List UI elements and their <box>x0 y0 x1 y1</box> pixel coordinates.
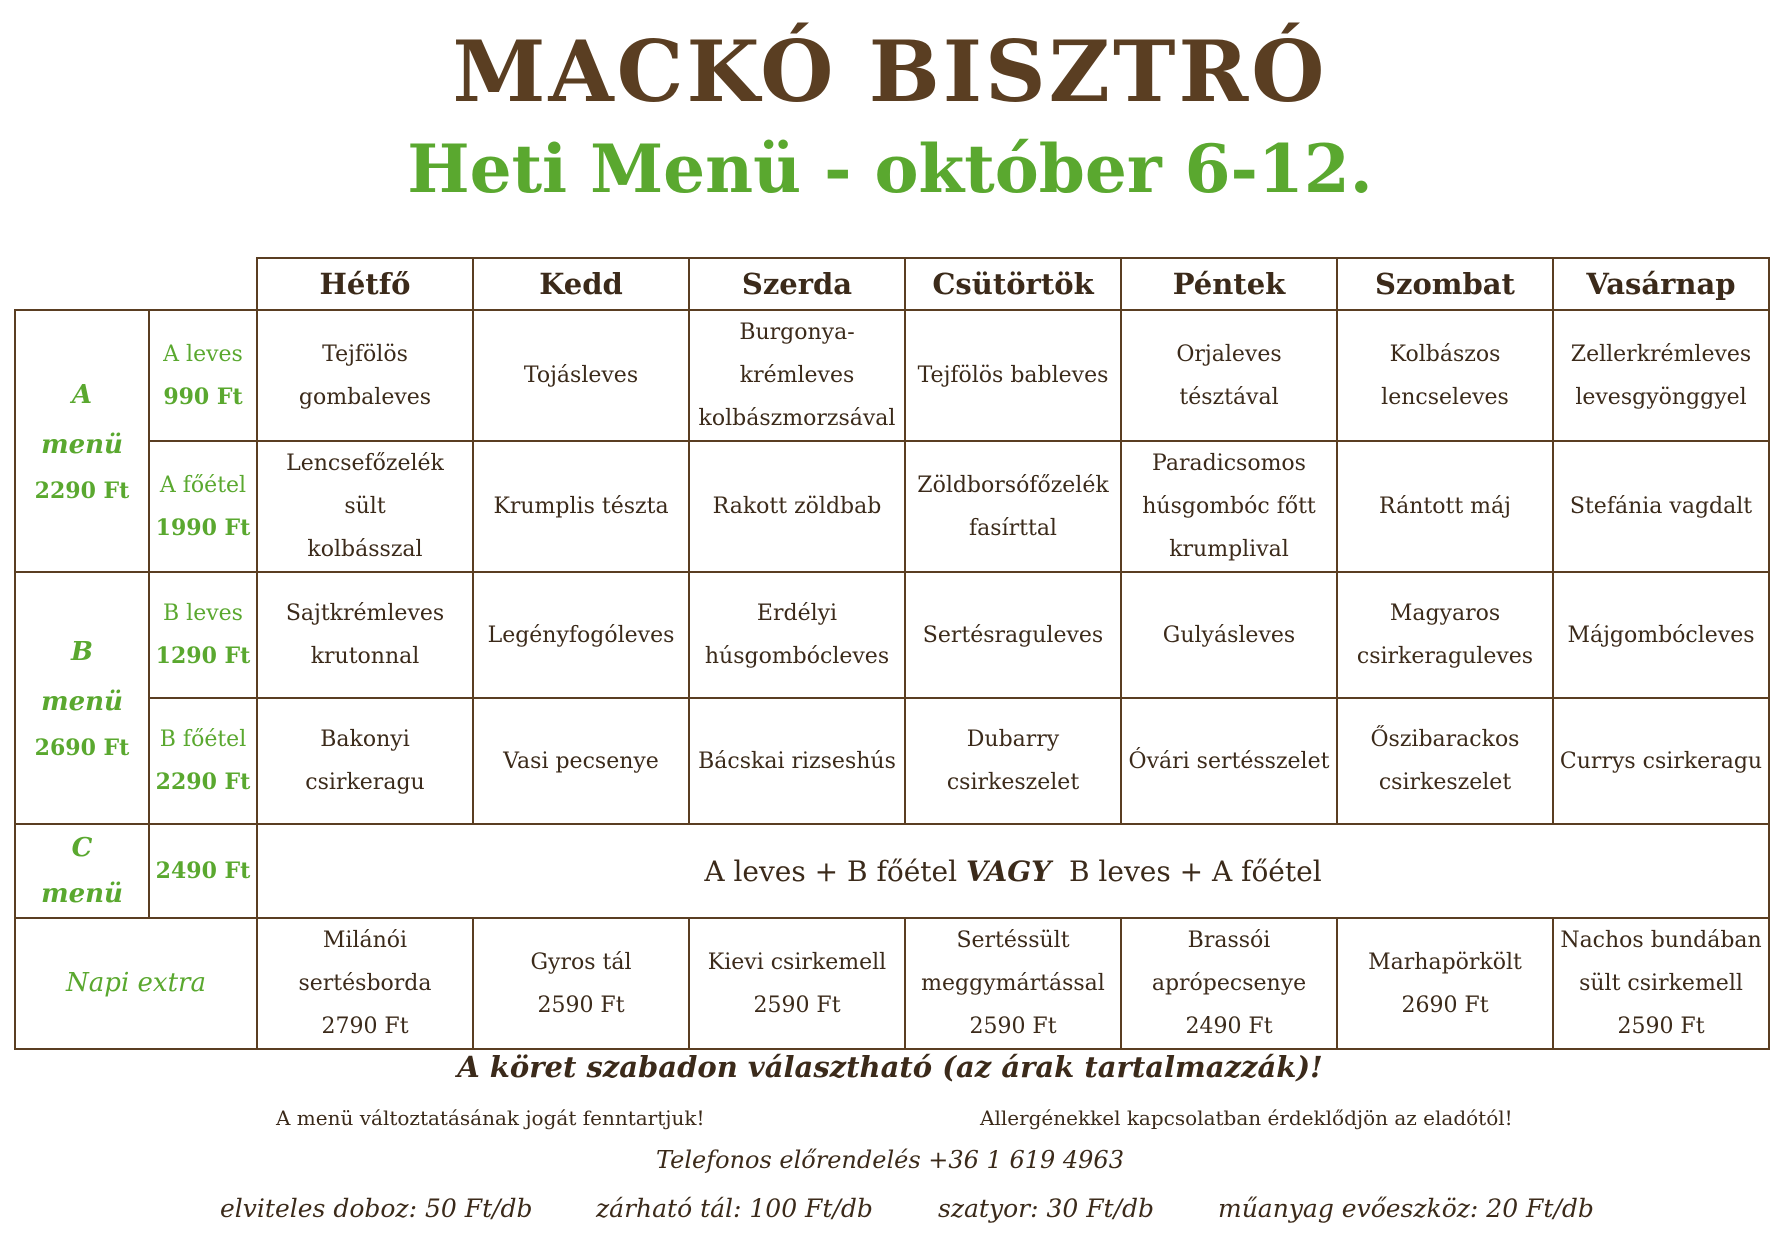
menu-a-main-label-cell <box>149 441 257 572</box>
dish-cell <box>473 441 689 572</box>
menu-c-letter: C <box>71 833 93 863</box>
menu-b-soup-row <box>15 572 1769 698</box>
dish-line: Brassói <box>1187 928 1271 953</box>
dish-line: Orjaleves tésztával <box>1176 341 1282 410</box>
dish-cell <box>1553 698 1769 824</box>
dish-line: húsgombóc főtt <box>1142 494 1316 519</box>
dish-cell <box>1553 441 1769 572</box>
dish-line: Vasi pecsenye <box>503 748 659 774</box>
dish-line: Őszibarackos <box>1370 727 1520 752</box>
dish-line: Lencsefőzelék sült <box>286 451 444 519</box>
dish-line: kolbászmorzsával <box>698 406 896 431</box>
extra-cell <box>905 918 1121 1049</box>
dish-line: Gulyásleves <box>1162 622 1296 648</box>
dish-line: Sertéssült <box>956 928 1070 953</box>
day-header: Kedd <box>473 258 689 310</box>
dish-line: krutonnal <box>310 644 420 669</box>
dish-line: Marhapörkölt <box>1368 949 1522 975</box>
menu-c-price: 2490 Ft <box>155 857 251 884</box>
dish-line: Nachos bundában <box>1560 928 1762 953</box>
menu-b-letter: B <box>71 636 93 667</box>
menu-b-soup-price: 1290 Ft <box>155 643 251 669</box>
dish-cell <box>473 310 689 441</box>
menu-a-label-cell <box>15 310 149 572</box>
day-header: Péntek <box>1121 258 1337 310</box>
dish-line: Kievi csirkemell <box>707 949 887 975</box>
dish-cell <box>257 310 473 441</box>
dish-line: Zellerkrémleves <box>1570 341 1752 367</box>
extra-cell <box>689 918 905 1049</box>
weekly-menu-subtitle: Heti Menü - október 6-12. <box>407 130 1373 208</box>
menu-c-label-cell <box>15 824 149 918</box>
dish-line: csirkeraguleves <box>1356 644 1534 669</box>
dish-line: Erdélyi <box>756 601 838 626</box>
menu-b-main-row <box>15 698 1769 824</box>
fee-bag: szatyor: 30 Ft/db <box>938 1194 1155 1223</box>
dish-line: csirkeszelet <box>1378 770 1512 795</box>
menu-b-label-cell <box>15 572 149 824</box>
extra-price: 2590 Ft <box>537 992 625 1018</box>
menu-a-word: menü <box>41 429 123 460</box>
restaurant-title: MACKÓ BISZTRÓ <box>452 22 1328 121</box>
menu-b-main-price: 2290 Ft <box>155 769 251 795</box>
dish-line: Sajtkrémleves <box>285 601 445 626</box>
dish-line: sertésborda <box>298 971 432 996</box>
menu-a-price: 2290 Ft <box>34 477 130 504</box>
extra-price: 2790 Ft <box>321 1014 409 1039</box>
dish-line: aprópecsenye <box>1151 971 1307 996</box>
napi-extra-row <box>15 918 1769 1049</box>
menu-a-soup-price: 990 Ft <box>163 383 243 410</box>
menu-b-price: 2690 Ft <box>34 734 130 761</box>
dish-line: Gyros tál <box>530 949 632 975</box>
blank-corner <box>15 258 257 310</box>
dish-line: Magyaros <box>1389 601 1501 626</box>
menu-a-letter: A <box>71 379 93 410</box>
phone-preorder: Telefonos előrendelés +36 1 619 4963 <box>656 1146 1124 1174</box>
dish-cell <box>1337 441 1553 572</box>
menu-c-vagy: VAGY <box>965 854 1052 888</box>
dish-cell <box>257 572 473 698</box>
menu-b-soup-label-cell <box>149 572 257 698</box>
menu-c-desc-part1: A leves + B főétel <box>704 854 966 888</box>
extra-cell <box>1121 918 1337 1049</box>
extra-price: 2590 Ft <box>1617 1014 1705 1039</box>
extra-cell <box>473 918 689 1049</box>
dish-cell <box>689 310 905 441</box>
dish-cell <box>905 572 1121 698</box>
fee-box: elviteles doboz: 50 Ft/db <box>220 1194 533 1223</box>
day-header: Szerda <box>689 258 905 310</box>
menu-a-main-label: A főétel <box>159 472 247 498</box>
menu-b-soup-label: B leves <box>163 601 243 626</box>
menu-a-main-row <box>15 441 1769 572</box>
fee-cutlery: műanyag evőeszköz: 20 Ft/db <box>1218 1194 1594 1223</box>
dish-cell <box>1121 310 1337 441</box>
dish-cell <box>1121 572 1337 698</box>
day-header: Vasárnap <box>1553 258 1769 310</box>
dish-cell <box>905 441 1121 572</box>
extra-price: 2690 Ft <box>1401 992 1489 1018</box>
dish-line: fasírttal <box>969 515 1057 541</box>
dish-line: Stefánia vagdalt <box>1569 494 1753 519</box>
dish-cell <box>257 441 473 572</box>
dish-cell <box>473 572 689 698</box>
day-header: Hétfő <box>257 258 473 310</box>
dish-line: Bácskai rizseshús <box>698 748 896 774</box>
menu-b-main-label-cell <box>149 698 257 824</box>
dish-cell <box>689 441 905 572</box>
dish-line: Bakonyi <box>320 727 410 752</box>
menu-a-soup-label-cell <box>149 310 257 441</box>
menu-c-row <box>15 824 1769 918</box>
dish-line: meggymártással <box>921 971 1105 996</box>
extra-cell <box>257 918 473 1049</box>
dish-line: krumplival <box>1169 537 1289 562</box>
day-header-row <box>15 258 1769 310</box>
dish-line: Milánói <box>322 928 408 953</box>
menu-b-main-label: B főétel <box>159 727 247 752</box>
dish-line: Tojásleves <box>523 363 639 388</box>
dish-line: csirkeragu <box>305 770 425 795</box>
day-header: Szombat <box>1337 258 1553 310</box>
extra-price: 2590 Ft <box>969 1014 1057 1039</box>
dish-line: csirkeszelet <box>946 770 1080 795</box>
side-dish-note: A köret szabadon választható (az árak tartalmazzák)! <box>457 1050 1323 1084</box>
dish-line: Tejfölös <box>322 341 408 367</box>
dish-line: Rántott máj <box>1379 494 1511 519</box>
dish-cell <box>257 698 473 824</box>
dish-line: Zöldborsófőzelék <box>917 472 1109 498</box>
dish-cell <box>1553 310 1769 441</box>
dish-cell <box>1337 698 1553 824</box>
dish-line: sült csirkemell <box>1579 971 1743 996</box>
dish-line: Sertésraguleves <box>922 622 1104 648</box>
dish-cell <box>689 572 905 698</box>
dish-line: Rakott zöldbab <box>712 494 882 519</box>
dish-line: Burgonya- <box>739 320 855 345</box>
dish-line: kolbásszal <box>307 537 423 562</box>
dish-cell <box>689 698 905 824</box>
dish-cell <box>473 698 689 824</box>
dish-line: Dubarry <box>966 727 1060 752</box>
dish-cell <box>1121 698 1337 824</box>
menu-a-soup-label: A leves <box>163 341 243 367</box>
dish-line: Májgombócleves <box>1567 622 1755 648</box>
dish-line: gombaleves <box>298 384 432 410</box>
fee-container: zárható tál: 100 Ft/db <box>596 1194 873 1223</box>
dish-line: Legényfogóleves <box>487 622 675 648</box>
dish-cell <box>1121 441 1337 572</box>
extra-cell <box>1337 918 1553 1049</box>
extra-price: 2490 Ft <box>1185 1014 1273 1039</box>
dish-line: Paradicsomos <box>1152 451 1306 476</box>
dish-cell <box>905 698 1121 824</box>
dish-line: Krumplis tészta <box>493 494 669 519</box>
menu-c-word: menü <box>41 879 123 909</box>
dish-cell <box>905 310 1121 441</box>
dish-line: Currys csirkeragu <box>1559 748 1763 774</box>
dish-line: húsgombócleves <box>704 644 890 669</box>
day-header: Csütörtök <box>905 258 1121 310</box>
dish-line: lencseleves <box>1381 384 1509 410</box>
dish-cell <box>1337 310 1553 441</box>
dish-cell <box>1337 572 1553 698</box>
dish-line: levesgyönggyel <box>1575 384 1747 410</box>
dish-cell <box>1553 572 1769 698</box>
dish-line: krémleves <box>739 363 855 388</box>
allergen-note: Allergénekkel kapcsolatban érdeklődjön az eladótól! <box>980 1106 1513 1130</box>
menu-a-main-price: 1990 Ft <box>155 514 251 541</box>
menu-c-price-cell <box>149 824 257 918</box>
extra-price: 2590 Ft <box>753 992 841 1018</box>
menu-a-soup-row <box>15 310 1769 441</box>
weekly-menu-table <box>14 257 1770 1050</box>
dish-line: Kolbászos <box>1389 341 1501 367</box>
menu-c-description <box>257 824 1769 918</box>
dish-line: Óvári sertésszelet <box>1128 748 1330 774</box>
menu-c-desc-part2: B leves + A főétel <box>1051 854 1322 888</box>
dish-line: Tejfölös bableves <box>917 363 1109 388</box>
menu-change-note: A menü változtatásának jogát fenntartjuk! <box>276 1106 705 1130</box>
extra-cell <box>1553 918 1769 1049</box>
napi-extra-label: Napi extra <box>15 918 257 1049</box>
menu-b-word: menü <box>41 686 123 717</box>
